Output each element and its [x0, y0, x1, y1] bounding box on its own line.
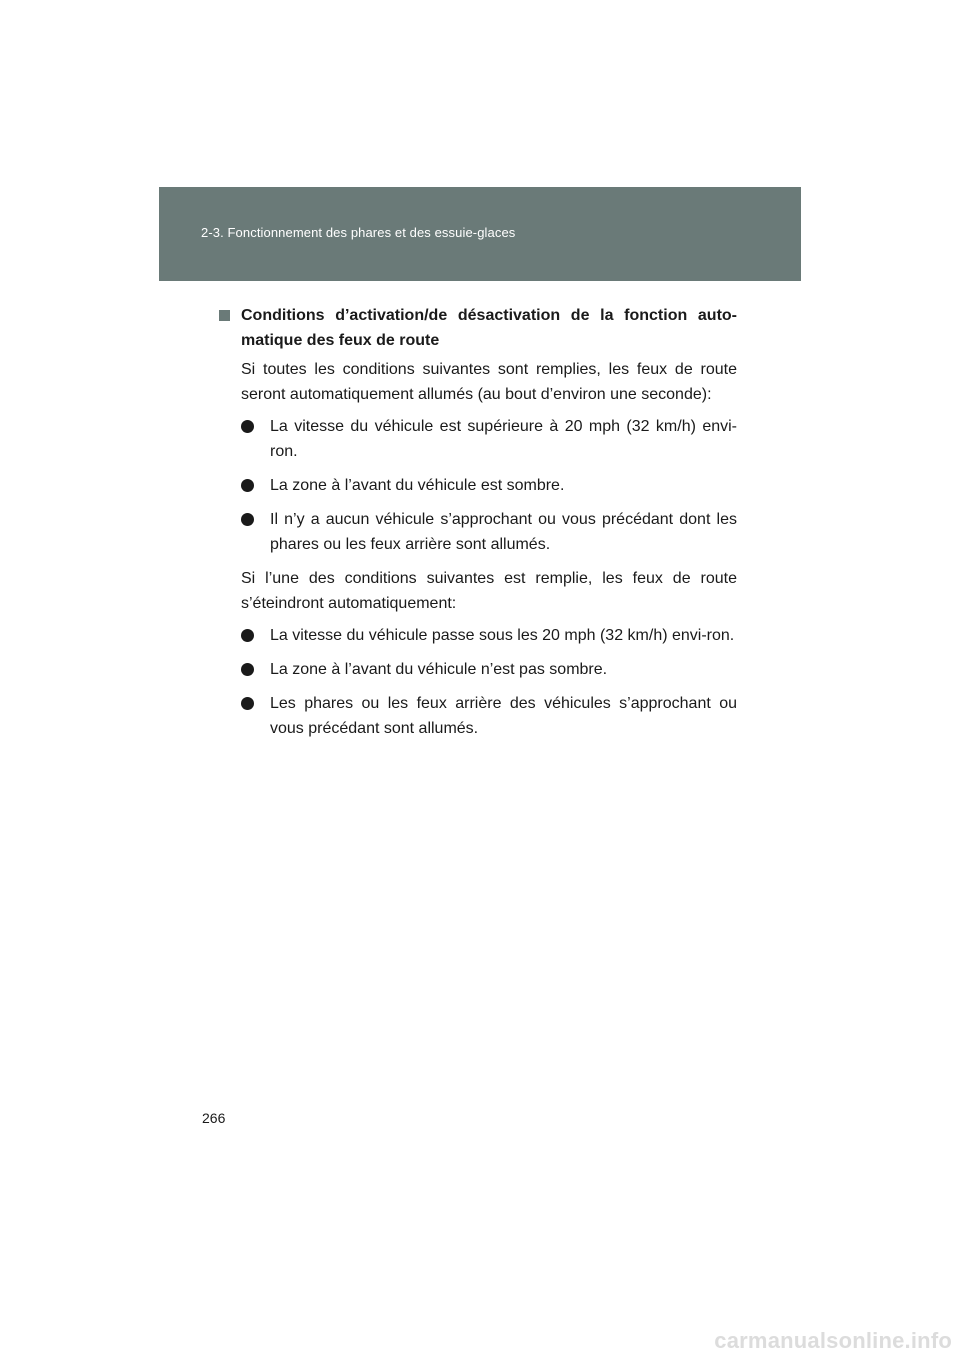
list-item-text: La vitesse du véhicule est supérieure à 20 mph (32 km/h) envi-ron.	[270, 418, 737, 460]
list-item	[219, 473, 737, 498]
intro-paragraph-on: Si toutes les conditions suivantes sont remplies, les feux de route seront automatiquement allumés (au bout d’environ une seconde):	[241, 361, 737, 403]
intro-paragraph-off: Si l’une des conditions suivantes est remplie, les feux de route s’éteindront automatiquement:	[241, 570, 737, 612]
list-item	[219, 691, 737, 741]
watermark-logo: carmanualsonline.info	[714, 1328, 952, 1353]
square-bullet-icon	[219, 310, 230, 321]
list-item-text: La zone à l’avant du véhicule est sombre.	[270, 477, 565, 494]
list-item	[219, 507, 737, 557]
list-item-text: La zone à l’avant du véhicule n’est pas sombre.	[270, 661, 608, 678]
list-item	[219, 414, 737, 464]
round-bullet-icon	[241, 663, 254, 676]
round-bullet-icon	[241, 479, 254, 492]
list-item-text: Les phares ou les feux arrière des véhicules s’approchant ou vous précédant sont allumés.	[270, 695, 737, 737]
round-bullet-icon	[241, 513, 254, 526]
round-bullet-icon	[241, 420, 254, 433]
chapter-title: 2-3. Fonctionnement des phares et des essuie-glaces	[201, 225, 516, 240]
list-item-text: Il n’y a aucun véhicule s’approchant ou vous précédant dont les phares ou les feux arrière sont allumés.	[270, 511, 737, 553]
list-item	[219, 657, 737, 682]
list-item	[219, 623, 737, 648]
section-heading	[219, 303, 737, 353]
list-item-text: La vitesse du véhicule passe sous les 20 mph (32 km/h) envi-ron.	[270, 627, 735, 644]
page-number: 266	[202, 1110, 226, 1126]
round-bullet-icon	[241, 629, 254, 642]
round-bullet-icon	[241, 697, 254, 710]
section-heading-text: Conditions d’activation/de désactivation de la fonction auto-matique des feux de route	[241, 307, 737, 349]
main-content	[219, 303, 737, 750]
chapter-header-band	[159, 187, 801, 281]
